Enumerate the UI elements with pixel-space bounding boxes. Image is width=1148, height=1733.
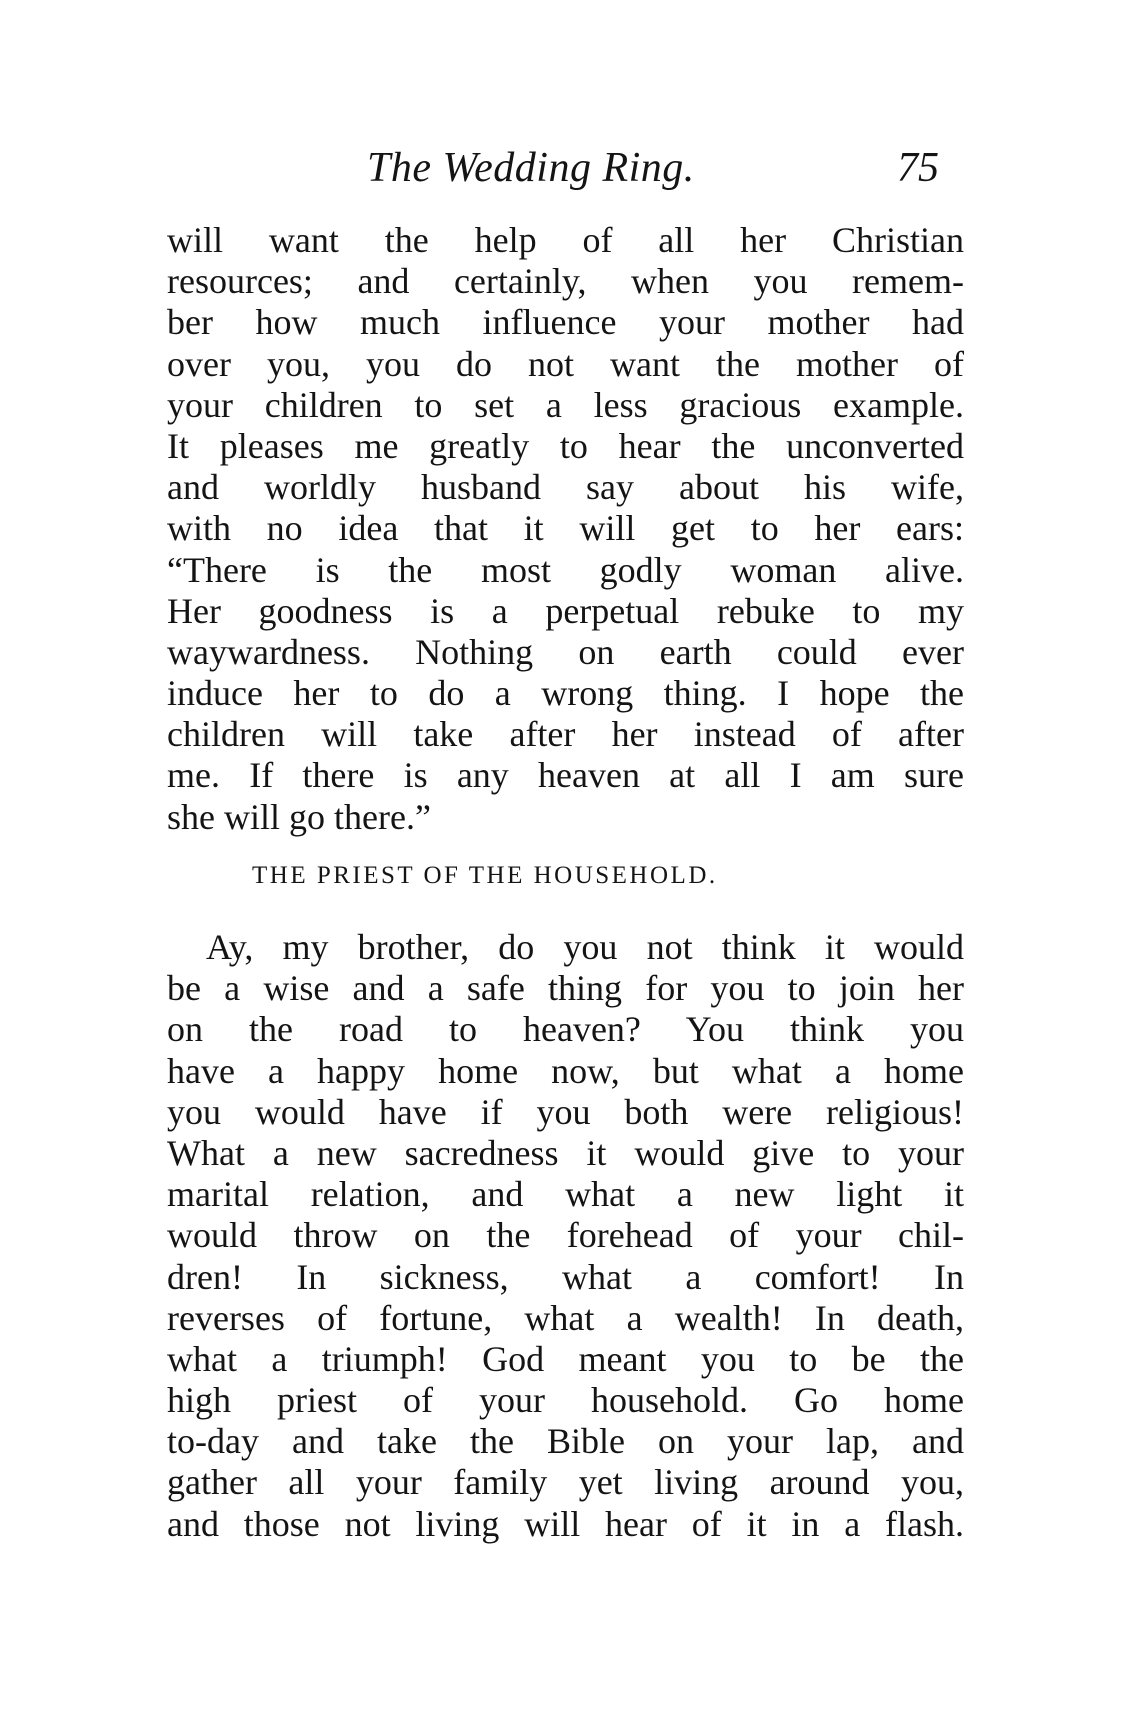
text-line: ber how much influence your mother had — [167, 302, 964, 343]
text-line: It pleases me greatly to hear the unconverted — [167, 425, 964, 466]
text-line: you would have if you both were religious! — [167, 1091, 964, 1132]
paragraph-1 — [167, 220, 964, 838]
running-title: The Wedding Ring. — [367, 145, 695, 191]
text-line: marital relation, and what a new light it — [167, 1174, 964, 1215]
text-line: she will go there.” — [167, 796, 431, 837]
text-line: over you, you do not want the mother of — [167, 343, 964, 384]
text-line: Ay, my brother, do you not think it would — [206, 927, 964, 967]
text-line: with no idea that it will get to her ears: — [167, 508, 964, 549]
text-line: be a wise and a safe thing for you to join her — [167, 968, 964, 1009]
text-line: have a happy home now, but what a home — [167, 1050, 964, 1091]
page-header — [367, 144, 967, 204]
section-heading: THE PRIEST OF THE HOUSEHOLD. — [252, 862, 718, 889]
text-line: your children to set a less gracious example. — [167, 384, 964, 425]
text-line: “There is the most godly woman alive. — [167, 549, 964, 590]
text-line: induce her to do a wrong thing. I hope the — [167, 673, 964, 714]
text-line: and worldly husband say about his wife, — [167, 467, 964, 508]
text-line: me. If there is any heaven at all I am sure — [167, 755, 964, 796]
text-line: on the road to heaven? You think you — [167, 1009, 964, 1050]
page-number: 75 — [897, 145, 939, 191]
text-line: resources; and certainly, when you remem- — [167, 261, 964, 302]
text-line: reverses of fortune, what a wealth! In death, — [167, 1297, 964, 1338]
text-line: waywardness. Nothing on earth could ever — [167, 631, 964, 672]
text-line: children will take after her instead of after — [167, 714, 964, 755]
text-line: and those not living will hear of it in a flash. — [167, 1503, 964, 1544]
text-line: will want the help of all her Christian — [167, 220, 964, 260]
text-line: high priest of your household. Go home — [167, 1380, 964, 1421]
text-line: What a new sacredness it would give to your — [167, 1132, 964, 1173]
text-line: what a triumph! God meant you to be the — [167, 1338, 964, 1379]
text-line: would throw on the forehead of your chil- — [167, 1215, 964, 1256]
text-line: gather all your family yet living around you, — [167, 1462, 964, 1503]
text-line: Her goodness is a perpetual rebuke to my — [167, 590, 964, 631]
text-line: to-day and take the Bible on your lap, and — [167, 1421, 964, 1462]
text-line: dren! In sickness, what a comfort! In — [167, 1256, 964, 1297]
paragraph-2 — [167, 927, 964, 1545]
